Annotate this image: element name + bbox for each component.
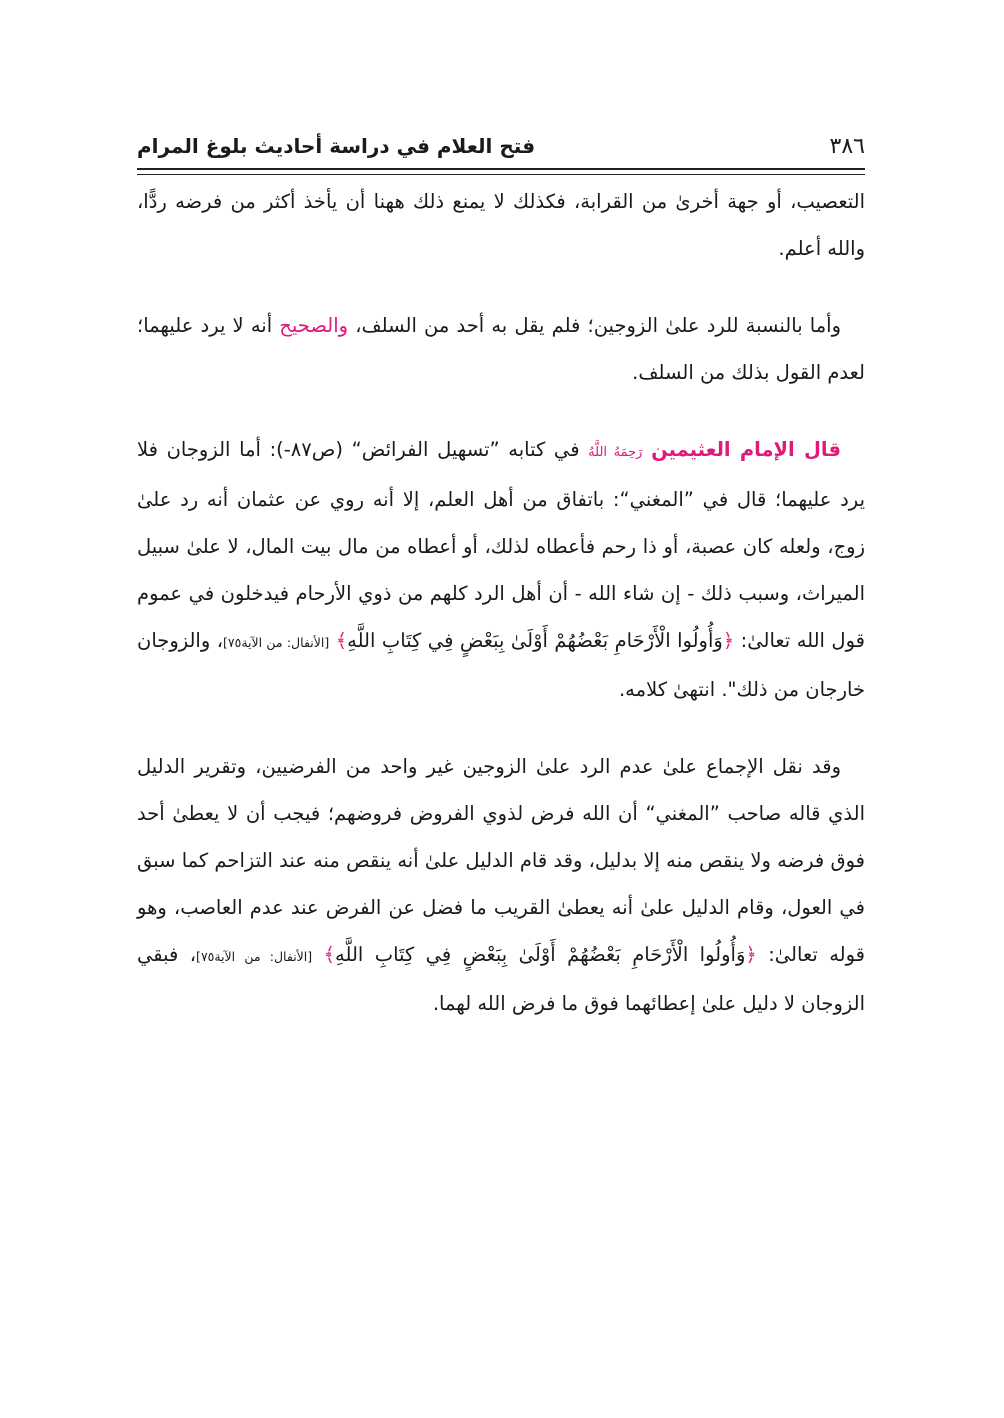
paragraph-2-text-b: أنه لا يرد عليهما؛ لعدم القول بذلك من السلف. <box>137 314 865 384</box>
sahih-highlight: والصحيح <box>279 314 349 337</box>
paragraph-4-text-b: ، فبقي الزوجان لا دليل علىٰ إعطائهما فوق ما فرض الله لهما. <box>137 943 865 1015</box>
main-text <box>137 178 865 1057</box>
page-number: ٣٨٦ <box>829 133 865 159</box>
paragraph-4 <box>137 743 865 1027</box>
speaker-name: قال الإمام العثيمين <box>651 438 842 461</box>
header-divider <box>137 168 865 170</box>
paragraph-3 <box>137 426 865 713</box>
quran-verse-2: وَأُولُوا الْأَرْحَامِ بَعْضُهُمْ أَوْلَىٰ بِبَعْضٍ فِي كِتَابِ اللَّهِ <box>335 943 746 966</box>
honorific: رَحِمَهُ اللَّهُ <box>588 445 643 460</box>
header-divider-thin <box>137 174 865 175</box>
quran-close-bracket: ﴾ <box>335 629 348 652</box>
paragraph-1-text: التعصيب، أو جهة أخرىٰ من القرابة، فكذلك لا يمنع ذلك ههنا أن يأخذ أكثر من فرضه ردًّا، والله أعلم. <box>137 190 865 260</box>
paragraph-3-text-a: في كتابه ”تسهيل الفرائض“ (ص٨٧-): أما الزوجان فلا يرد عليهما؛ قال في ”المغني“: باتفاق من أهل العلم، إلا أنه روي عن عثمان أنه رد علىٰ زوج، ولعله كان عصبة، أو ذا رحم فأعطاه لذلك، أو أعطاه من مال بيت المال، لا علىٰ سبيل الميراث، وسبب ذلك - إن شاء الله - أن أهل الرد كلهم من ذوي الأرحام فيدخلون في عموم قول الله تعالىٰ: <box>137 438 865 652</box>
quran-verse: وَأُولُوا الْأَرْحَامِ بَعْضُهُمْ أَوْلَىٰ بِبَعْضٍ فِي كِتَابِ اللَّهِ <box>347 629 723 652</box>
page-header <box>137 126 865 166</box>
paragraph-1 <box>137 178 865 272</box>
paragraph-3-text-b: ، والزوجان خارجان من ذلك". انتهىٰ كلامه. <box>137 629 865 701</box>
paragraph-2 <box>137 302 865 396</box>
quran-open-bracket-2: ﴿ <box>745 943 757 966</box>
book-title: فتح العلام في دراسة أحاديث بلوغ المرام <box>137 134 536 158</box>
paragraph-2-text-a: وأما بالنسبة للرد علىٰ الزوجين؛ فلم يقل به أحد من السلف، <box>348 314 841 337</box>
quran-close-bracket-2: ﴾ <box>323 943 336 966</box>
verse-reference: [الأنفال: من الآية٧٥] <box>223 635 330 650</box>
verse-reference-2: [الأنفال: من الآية٧٥] <box>196 949 313 964</box>
paragraph-4-text-a: وقد نقل الإجماع علىٰ عدم الرد علىٰ الزوجين غير واحد من الفرضيين، وتقرير الدليل الذي قاله صاحب ”المغني“ أن الله فرض لذوي الفروض فروضهم؛ فيجب أن لا يعطىٰ أحد فوق فرضه ولا ينقص منه إلا بدليل، وقد قام الدليل علىٰ أنه ينقص منه عند التزاحم كما سبق في العول، وقام الدليل علىٰ أنه يعطىٰ القريب ما فضل عن الفرض عند عدم العاصب، وهو قوله تعالىٰ: <box>137 755 865 966</box>
quran-open-bracket: ﴿ <box>722 629 735 652</box>
